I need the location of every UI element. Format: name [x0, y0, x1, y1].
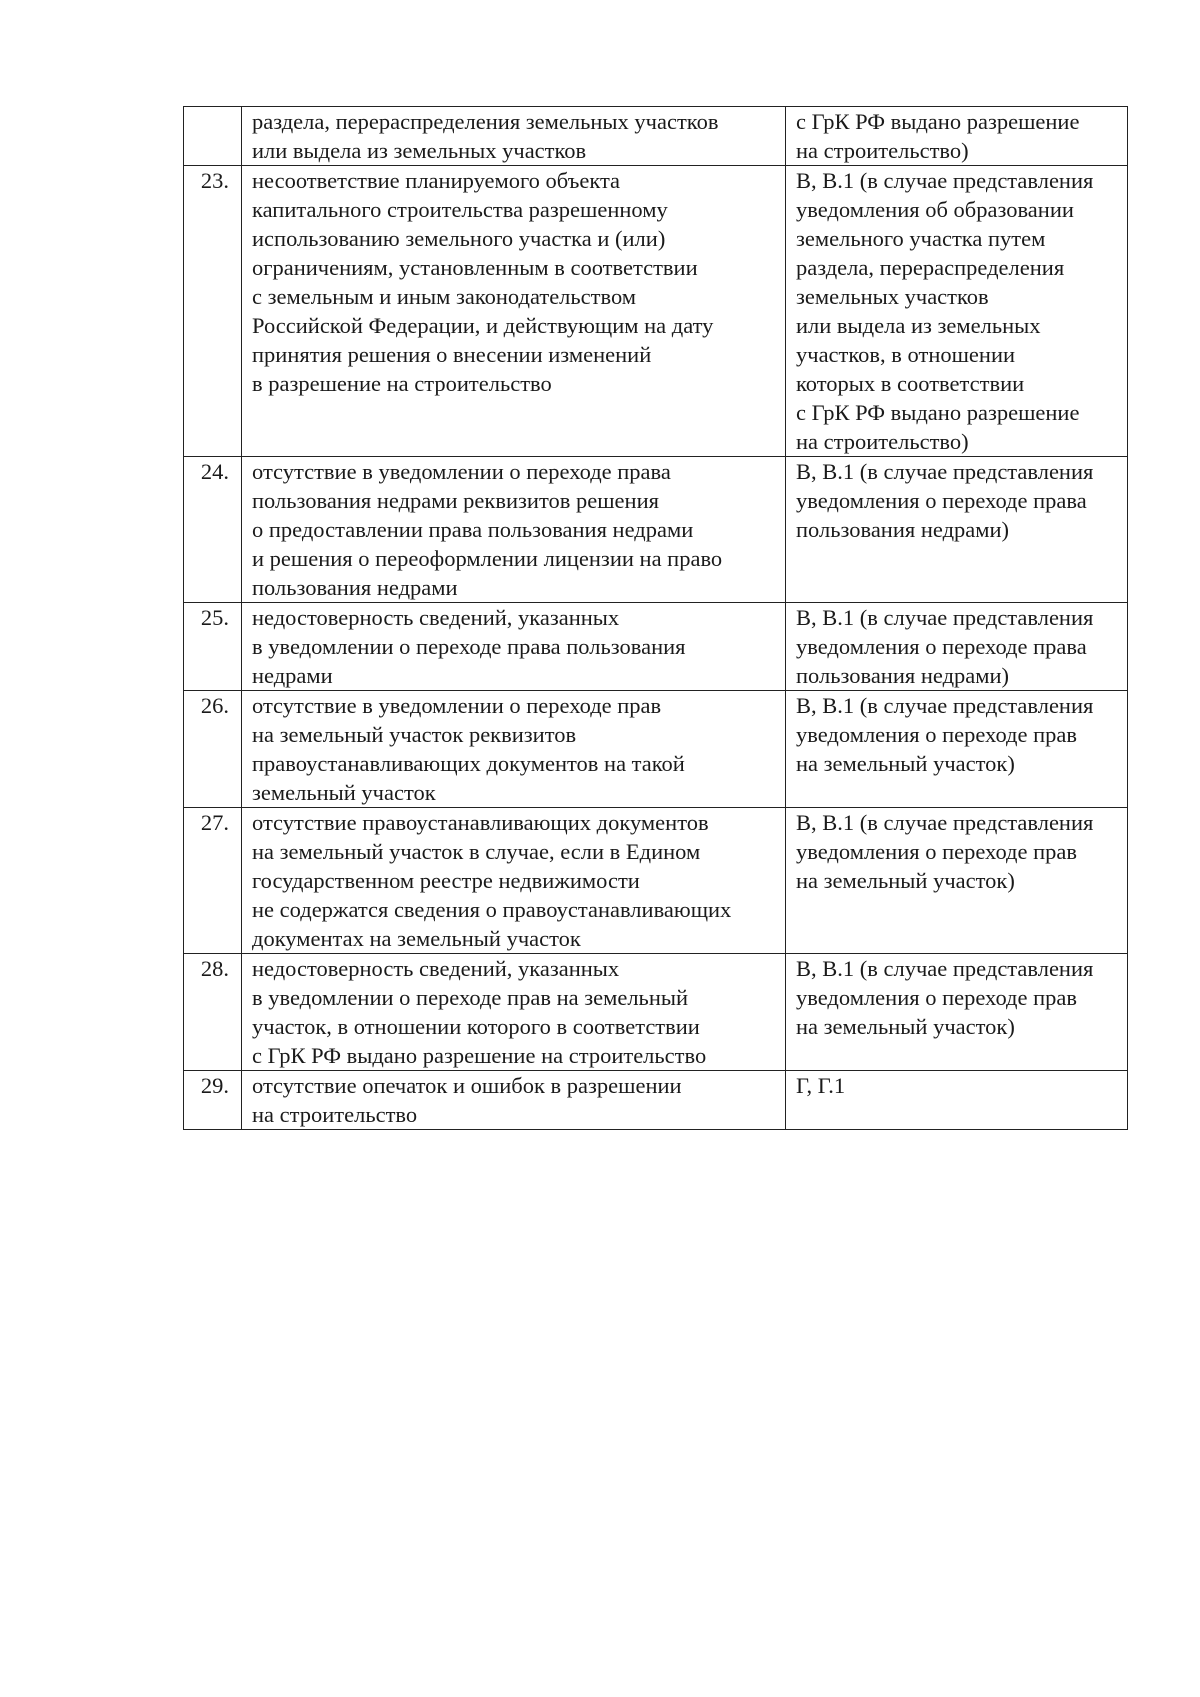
row-number: 29.: [184, 1071, 242, 1130]
table-row: [184, 166, 1128, 457]
ground-description: отсутствие в уведомлении о переходе прав на земельный участок реквизитов правоустанавливающих документов на такой земельный участок: [242, 691, 786, 808]
form-reference: В, В.1 (в случае представления уведомления о переходе прав на земельный участок): [786, 954, 1128, 1071]
table-row: [184, 691, 1128, 808]
form-reference: В, В.1 (в случае представления уведомления о переходе права пользования недрами): [786, 457, 1128, 603]
ground-description: отсутствие опечаток и ошибок в разрешении на строительство: [242, 1071, 786, 1130]
form-reference: с ГрК РФ выдано разрешение на строительство): [786, 107, 1128, 166]
ground-description: отсутствие в уведомлении о переходе права пользования недрами реквизитов решения о предоставлении права пользования недрами и решения о переоформлении лицензии на право пользования недрами: [242, 457, 786, 603]
row-number: 23.: [184, 166, 242, 457]
ground-description: недостоверность сведений, указанных в уведомлении о переходе права пользования недрами: [242, 603, 786, 691]
row-number: 24.: [184, 457, 242, 603]
table-row: [184, 107, 1128, 166]
ground-description: раздела, перераспределения земельных участков или выдела из земельных участков: [242, 107, 786, 166]
table-row: [184, 1071, 1128, 1130]
table-row: [184, 457, 1128, 603]
ground-description: недостоверность сведений, указанных в уведомлении о переходе прав на земельный участок, в отношении которого в соответствии с ГрК РФ выдано разрешение на строительство: [242, 954, 786, 1071]
ground-description: отсутствие правоустанавливающих документов на земельный участок в случае, если в Едином государственном реестре недвижимости не содержатся сведения о правоустанавливающих документах на земельный участок: [242, 808, 786, 954]
ground-description: несоответствие планируемого объекта капитального строительства разрешенному использованию земельного участка и (или) ограничениям, установленным в соответствии с земельным и иным законодательством Российской Федерации, и действующим на дату принятия решения о внесении изменений в разрешение на строительство: [242, 166, 786, 457]
form-reference: В, В.1 (в случае представления уведомления о переходе прав на земельный участок): [786, 691, 1128, 808]
row-number: 28.: [184, 954, 242, 1071]
row-number: [184, 107, 242, 166]
form-reference: В, В.1 (в случае представления уведомления о переходе прав на земельный участок): [786, 808, 1128, 954]
table-row: [184, 603, 1128, 691]
form-reference: В, В.1 (в случае представления уведомления о переходе права пользования недрами): [786, 603, 1128, 691]
table-row: [184, 954, 1128, 1071]
refusal-grounds-table: [183, 106, 1128, 1130]
form-reference: В, В.1 (в случае представления уведомления об образовании земельного участка путем раздела, перераспределения земельных участков или выдела из земельных участков, в отношении которых в соответствии с ГрК РФ выдано разрешение на строительство): [786, 166, 1128, 457]
row-number: 27.: [184, 808, 242, 954]
table-row: [184, 808, 1128, 954]
form-reference: Г, Г.1: [786, 1071, 1128, 1130]
row-number: 26.: [184, 691, 242, 808]
row-number: 25.: [184, 603, 242, 691]
